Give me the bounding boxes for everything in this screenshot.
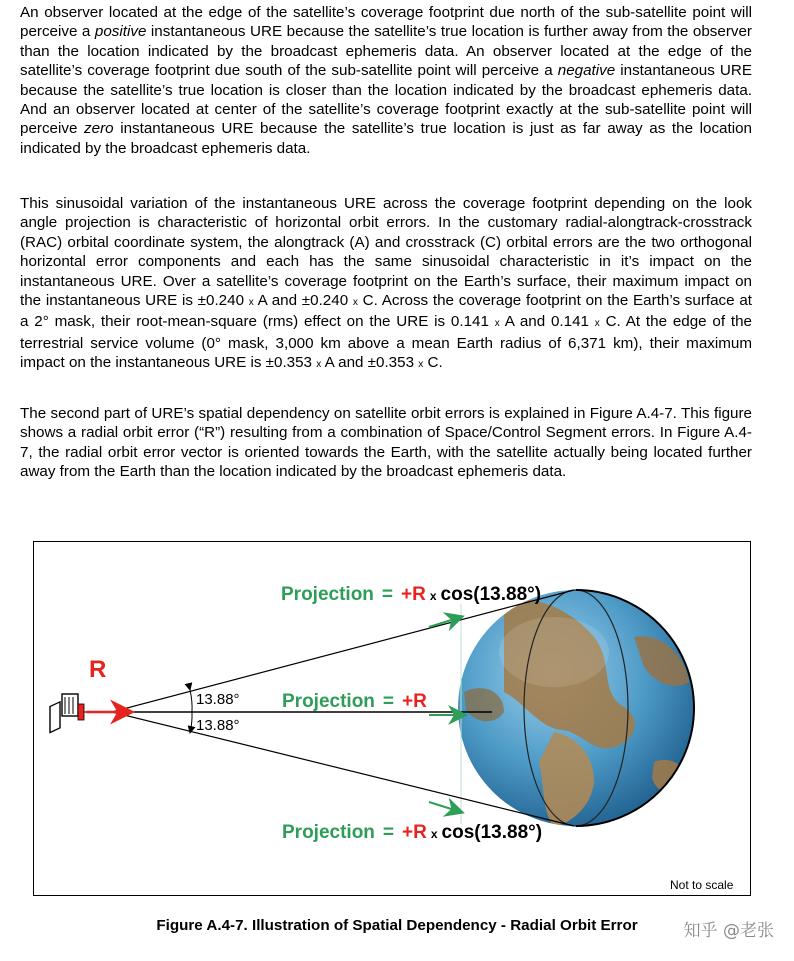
angle-label-upper: 13.88° — [196, 691, 240, 708]
angle-label-lower: 13.88° — [196, 717, 240, 734]
not-to-scale-note: Not to scale — [670, 878, 734, 892]
figure-caption: Figure A.4-7. Illustration of Spatial Dependency - Radial Orbit Error — [156, 917, 638, 934]
earth-globe — [458, 590, 694, 827]
figure-radial-orbit-error — [33, 541, 751, 896]
r-label: R — [89, 656, 107, 683]
projection-arrow-top — [429, 617, 461, 627]
paragraph-radial-orbit-error: The second part of URE’s spatial dependency on satellite orbit errors is explained in Figure A.4-7. This figure shows a radial orbit error (“R”) resulting from a combination of Space/Control Segment errors. In Figure A.4-7, the radial orbit error vector is oriented towards the Earth, with the satellite actually being located further away from the Earth than the location indicated by the broadcast ephemeris data. — [20, 405, 752, 481]
paragraph-horizontal-orbit-errors: This sinusoidal variation of the instantaneous URE across the coverage footprint depending on the look angle projection is characteristic of horizontal orbit errors. In the customary radial-alongtrack-crosstrack (RAC) orbital coordinate system, the alongtrack (A) and crosstrack (C) orbital errors are the two orthogonal horizontal error components and each has the same sinusoidal characteristic in it’s impact on the instantaneous URE. Over a satellite’s coverage footprint on the Earth’s surface, their maximum impact on the instantaneous URE is ±0.240 x A and ±0.240 x C. Across the coverage footprint on the Earth’s surface at a 2° mask, their root-mean-square (rms) effect on the URE is 0.141 x A and 0.141 x C. At the edge of the terrestrial service volume (0° mask, 3,000 km above a mean Earth radius of 6,371 km), their maximum impact on the instantaneous URE is ±0.353 x A and ±0.353 x C. — [20, 195, 753, 372]
satellite-icon — [50, 694, 112, 733]
projection-label-top: Projection = +R x cos(13.88°) — [281, 584, 542, 605]
figure-diagram — [34, 542, 750, 895]
watermark: 知乎 @老张 — [683, 921, 774, 941]
angle-arc-lower — [190, 712, 192, 733]
projection-arrow-bottom — [429, 802, 461, 812]
projection-label-center: Projection = +R — [282, 691, 427, 712]
projection-label-bottom: Projection = +R x cos(13.88°) — [282, 822, 543, 843]
angle-arc-upper — [190, 690, 192, 712]
paragraph-observer-ure: An observer located at the edge of the satellite’s coverage footprint due north of the sub-satellite point will perceive a positive instantaneous URE because the satellite’s true location is further away from the observer than the location indicated by the broadcast ephemeris data. An observer located at the edge of the satellite’s coverage footprint due south of the sub-satellite point will perceive a negative instantaneous URE because the satellite’s true location is closer than the location indicated by the broadcast ephemeris data. And an observer located at center of the satellite’s coverage footprint exactly at the sub-satellite point will perceive zero instantaneous URE because the satellite’s true location is just as far away as the location indicated by the broadcast ephemeris data. — [20, 4, 752, 157]
